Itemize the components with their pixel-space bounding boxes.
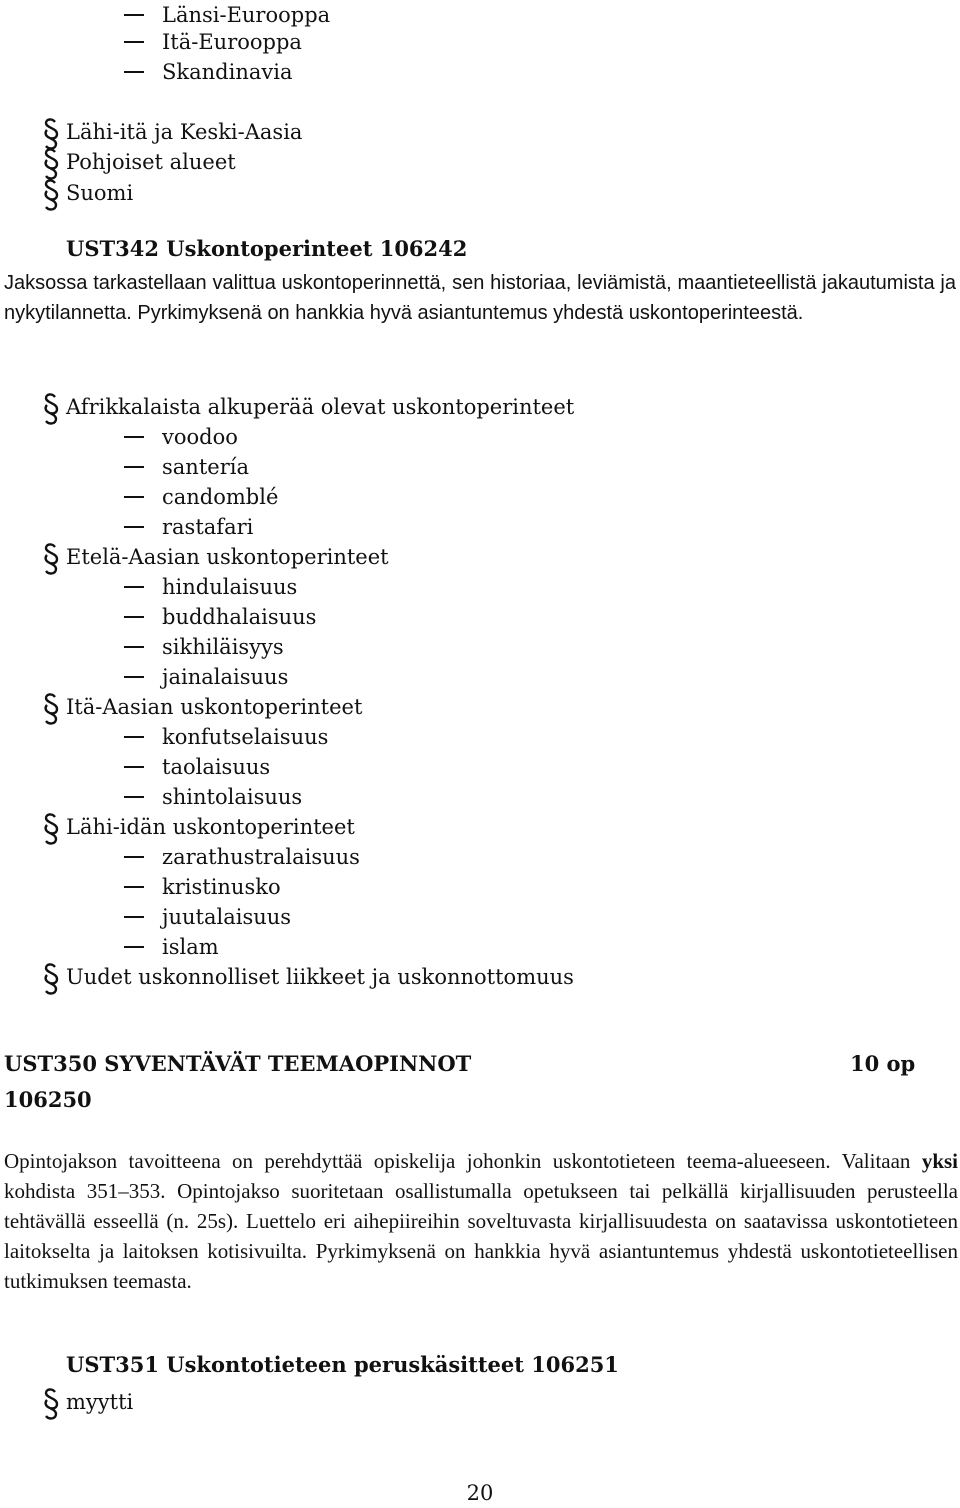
section-sign-icon [42, 692, 60, 726]
list-item-text: candomblé [162, 485, 279, 509]
list-item-text: shintolaisuus [162, 785, 303, 809]
section-heading-ust350: UST350 SYVENTÄVÄT TEEMAOPINNOT [4, 1051, 472, 1076]
description-emphasis: yksi [921, 1149, 958, 1173]
list-item-text: kristinusko [162, 875, 281, 899]
list-item-text: Lähi-itä ja Keski-Aasia [66, 120, 303, 144]
page-number: 20 [466, 1481, 494, 1505]
list-item-text: voodoo [162, 425, 238, 449]
list-item-text: jainalaisuus [162, 665, 289, 689]
ust350-description [4, 1146, 958, 1296]
section-sign-icon [42, 147, 60, 181]
section-sign-icon [42, 812, 60, 846]
list-item-text: rastafari [162, 515, 254, 539]
list-item-text: zarathustralaisuus [162, 845, 360, 869]
section-sign-icon [42, 1387, 60, 1421]
list-item-text: Itä-Eurooppa [162, 30, 302, 54]
list-item-text: myytti [66, 1390, 134, 1414]
list-item-text: juutalaisuus [162, 905, 292, 929]
dash-bullet-icon [124, 946, 144, 948]
list-item-text: hindulaisuus [162, 575, 298, 599]
dash-bullet-icon [124, 436, 144, 438]
list-item-text: taolaisuus [162, 755, 271, 779]
list-item-text: Länsi-Eurooppa [162, 3, 331, 27]
section-sign-icon [42, 392, 60, 426]
dash-bullet-icon [124, 41, 144, 43]
tradition-label: Itä-Aasian uskontoperinteet [66, 695, 363, 719]
dash-bullet-icon [124, 916, 144, 918]
dash-bullet-icon [124, 14, 144, 16]
section-heading-ust351: UST351 Uskontotieteen peruskäsitteet 106251 [66, 1352, 619, 1377]
list-item-text: Skandinavia [162, 60, 293, 84]
description-text: Opintojakson tavoitteena on perehdyttää opiskelija johonkin uskontotieteen teema-alueeseen. Valitaan [4, 1149, 922, 1173]
list-item-text: sikhiläisyys [162, 635, 284, 659]
section-heading-ust342: UST342 Uskontoperinteet 106242 [66, 236, 468, 261]
list-item-text: islam [162, 935, 219, 959]
tradition-label: Etelä-Aasian uskontoperinteet [66, 545, 389, 569]
list-item-text: santería [162, 455, 249, 479]
section-sign-icon [42, 178, 60, 212]
dash-bullet-icon [124, 616, 144, 618]
dash-bullet-icon [124, 646, 144, 648]
dash-bullet-icon [124, 736, 144, 738]
dash-bullet-icon [124, 71, 144, 73]
dash-bullet-icon [124, 586, 144, 588]
dash-bullet-icon [124, 496, 144, 498]
section-sign-icon [42, 962, 60, 996]
tradition-label: Uudet uskonnolliset liikkeet ja uskonnottomuus [66, 965, 574, 989]
dash-bullet-icon [124, 796, 144, 798]
list-item-text: Suomi [66, 181, 134, 205]
section-sign-icon [42, 117, 60, 151]
course-code: 106250 [4, 1087, 92, 1112]
description-text: kohdista 351–353. Opintojakso suoritetaan osallistumalla opetukseen tai pelkällä kirjallisuuden perusteella tehtävällä esseellä (n. 25s). Luettelo eri aihepiireihin soveltuvasta kirjallisuudesta on saatavissa uskontotieteen laitokselta ja laitoksen kotisivuilta. Pyrkimyksenä on hankkia hyvä asiantuntemus yhdestä uskontotieteellisen tutkimuksen teemasta. [4, 1179, 958, 1293]
dash-bullet-icon [124, 856, 144, 858]
list-item-text: konfutselaisuus [162, 725, 329, 749]
tradition-label: Lähi-idän uskontoperinteet [66, 815, 355, 839]
list-item-text: buddhalaisuus [162, 605, 317, 629]
section-sign-icon [42, 542, 60, 576]
dash-bullet-icon [124, 526, 144, 528]
ust342-description: Jaksossa tarkastellaan valittua uskontoperinnettä, sen historiaa, leviämistä, maantieteellistä jakautumista ja nykytilannetta. Pyrkimyksenä on hankkia hyvä asiantuntemus yhdestä uskontoperinteestä. [4, 272, 956, 324]
dash-bullet-icon [124, 466, 144, 468]
dash-bullet-icon [124, 886, 144, 888]
tradition-label: Afrikkalaista alkuperää olevat uskontoperinteet [66, 395, 575, 419]
dash-bullet-icon [124, 766, 144, 768]
list-item-text: Pohjoiset alueet [66, 150, 236, 174]
dash-bullet-icon [124, 676, 144, 678]
credits-label: 10 op [850, 1051, 916, 1076]
